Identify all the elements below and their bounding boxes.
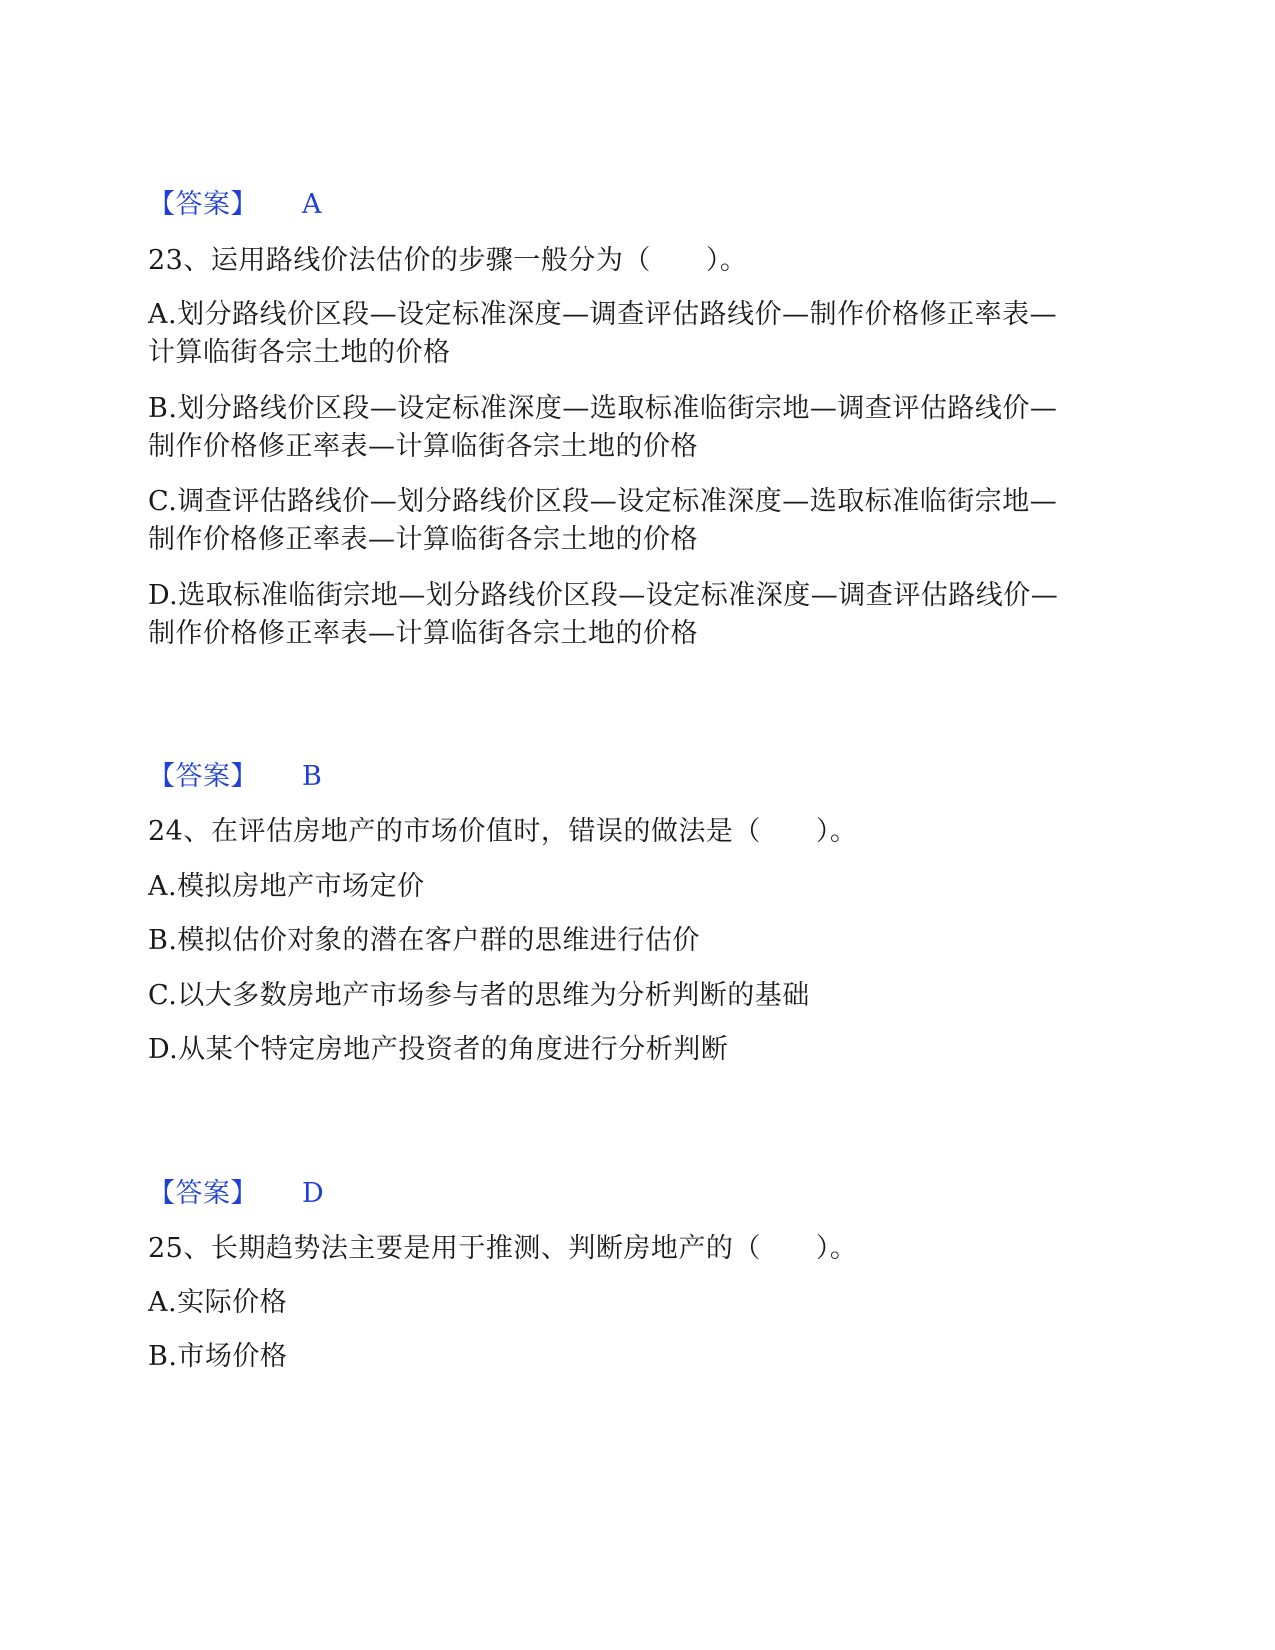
answer-line [148,186,322,224]
option-23-d-line-1: D.选取标准临街宗地—划分路线价区段—设定标准深度—调查评估路线价— [148,580,1059,611]
question-25: 25、长期趋势法主要是用于推测、判断房地产的（ ）。 [148,1233,858,1264]
option-25-a: A.实际价格 [148,1287,288,1318]
option-23-c-line-1: C.调查评估路线价—划分路线价区段—设定标准深度—选取标准临街宗地— [148,486,1058,517]
answer-value: A [302,189,322,220]
answer-value: D [302,1178,325,1209]
option-23-b-line-2: 制作价格修正率表—计算临街各宗土地的价格 [148,431,698,462]
option-24-a: A.模拟房地产市场定价 [148,871,425,902]
answer-line [148,1175,324,1213]
option-23-a-line-1: A.划分路线价区段—设定标准深度—调查评估路线价—制作价格修正率表— [148,299,1058,330]
option-24-c: C.以大多数房地产市场参与者的思维为分析判断的基础 [148,980,810,1011]
option-23-c-line-2: 制作价格修正率表—计算临街各宗土地的价格 [148,524,698,555]
answer-label: 【答案】 [148,189,258,220]
question-23: 23、运用路线价法估价的步骤一般分为（ ）。 [148,245,748,276]
answer-label: 【答案】 [148,1178,258,1209]
option-23-a-line-2: 计算临街各宗土地的价格 [148,337,451,368]
option-24-d: D.从某个特定房地产投资者的角度进行分析判断 [148,1034,729,1065]
answer-line [148,758,322,796]
question-24: 24、在评估房地产的市场价值时，错误的做法是（ ）。 [148,816,858,847]
answer-label: 【答案】 [148,761,258,792]
option-23-b-line-1: B.划分路线价区段—设定标准深度—选取标准临街宗地—调查评估路线价— [148,393,1058,424]
answer-value: B [302,761,323,792]
option-24-b: B.模拟估价对象的潜在客户群的思维进行估价 [148,925,700,956]
option-25-b: B.市场价格 [148,1341,288,1372]
option-23-d-line-2: 制作价格修正率表—计算临街各宗土地的价格 [148,618,698,649]
